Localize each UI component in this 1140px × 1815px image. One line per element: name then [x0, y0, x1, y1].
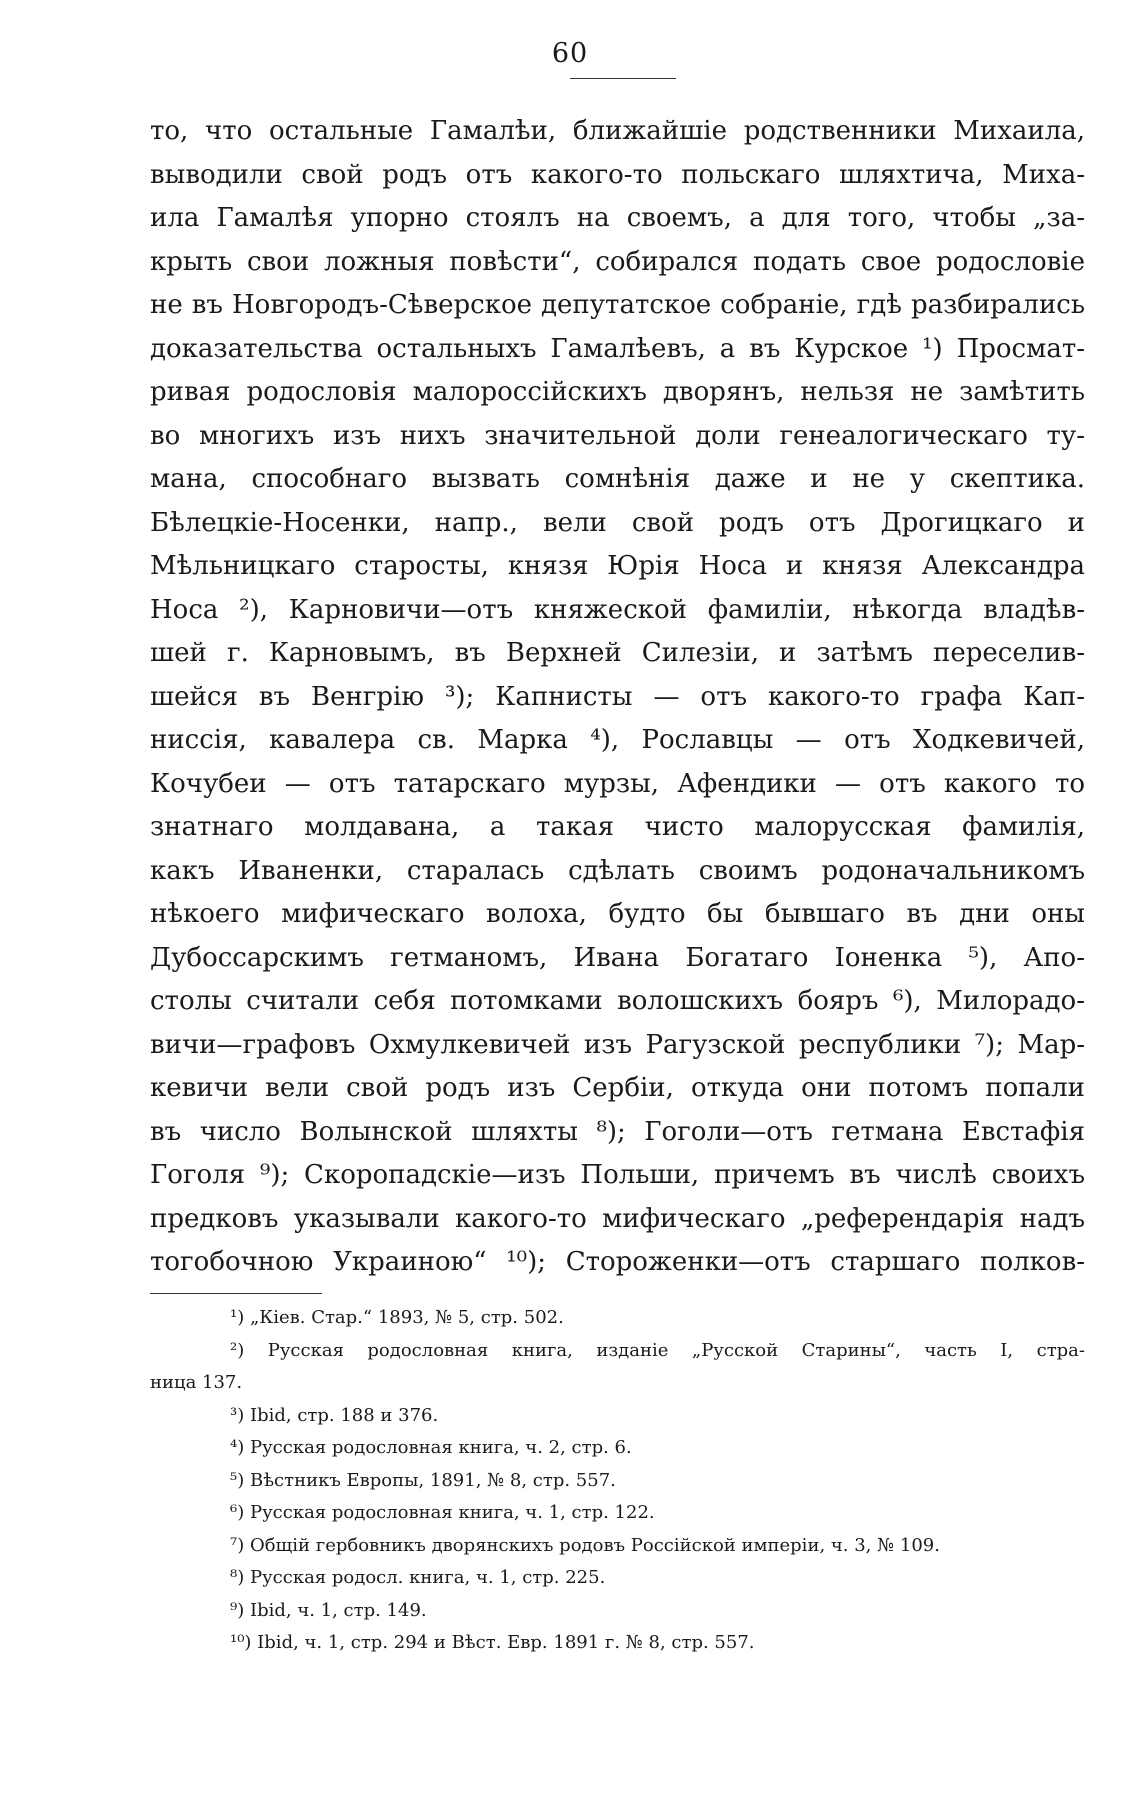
- text-line: тогобочною Украиною“ ¹⁰); Стороженки—отъ старшаго полков-: [150, 1247, 1085, 1277]
- text-line: какъ Иваненки, старалась сдѣлать своимъ родоначальникомъ: [150, 855, 1085, 886]
- footnote-continuation: ница 137.: [150, 1372, 243, 1393]
- footnote: ⁴) Русская родословная книга, ч. 2, стр. 6.: [230, 1437, 632, 1458]
- text-line: столы считали себя потомками волошскихъ бояръ ⁶), Милорадо-: [150, 986, 1085, 1016]
- text-line: ниссія, кавалера св. Марка ⁴), Рославцы — отъ Ходкевичей,: [150, 725, 1085, 755]
- text-line: шейся въ Венгрію ³); Капнисты — отъ какого-то графа Кап-: [150, 681, 1085, 712]
- text-line: ила Гамалѣя упорно стоялъ на своемъ, а для того, чтобы „за-: [150, 203, 1085, 233]
- footnote: ¹⁰) Ibid, ч. 1, стр. 294 и Вѣст. Евр. 1891 г. № 8, стр. 557.: [230, 1632, 755, 1653]
- text-line: крыть свои ложныя повѣсти“, собирался подать свое родословіе: [150, 246, 1085, 277]
- text-line: то, что остальные Гамалѣи, ближайшіе родственники Михаила,: [150, 116, 1085, 146]
- text-line: не въ Новгородъ-Сѣверское депутатское собраніе, гдѣ разбирались: [150, 290, 1085, 320]
- text-line: выводили свой родъ отъ какого-то польскаго шляхтича, Миха-: [150, 159, 1085, 190]
- text-line: Дубоссарскимъ гетманомъ, Ивана Богатаго Іоненка ⁵), Апо-: [150, 942, 1085, 973]
- text-line: нѣкоего мифическаго волоха, будто бы бывшаго въ дни оны: [150, 899, 1085, 929]
- text-line: вичи—графовъ Охмулкевичей изъ Рагузской республики ⁷); Мар-: [150, 1029, 1085, 1060]
- text-line: въ число Волынской шляхты ⁸); Гоголи—отъ гетмана Евстафія: [150, 1116, 1085, 1147]
- text-line: во многихъ изъ нихъ значительной доли генеалогическаго ту-: [150, 420, 1085, 451]
- footnotes: [150, 1302, 1085, 1660]
- footnote: ¹) „Кіев. Стар.“ 1893, № 5, стр. 502.: [230, 1307, 564, 1328]
- footnote: ³) Ibid, стр. 188 и 376.: [230, 1404, 439, 1426]
- text-line: Кочубеи — отъ татарскаго мурзы, Афендики — отъ какого то: [150, 768, 1085, 799]
- text-line: Бѣлецкіе-Носенки, напр., вели свой родъ отъ Дрогицкаго и: [150, 507, 1085, 538]
- text-line: Носа ²), Карновичи—отъ княжеской фамиліи, нѣкогда владѣв-: [150, 594, 1085, 625]
- footnote: ⁵) Вѣстникъ Европы, 1891, № 8, стр. 557.: [230, 1469, 616, 1491]
- header-rule: [570, 78, 676, 79]
- footnote: ²) Русская родословная книга, изданіе „Русской Старины“, часть I, стра-: [230, 1339, 1085, 1361]
- footnote: ⁶) Русская родословная книга, ч. 1, стр. 122.: [230, 1502, 655, 1523]
- page-number: 60: [551, 38, 589, 69]
- text-line: Гоголя ⁹); Скоропадскіе—изъ Польши, причемъ въ числѣ своихъ: [150, 1160, 1085, 1190]
- text-line: знатнаго молдавана, а такая чисто малорусская фамилія,: [150, 812, 1085, 842]
- main-text: [150, 110, 1085, 1285]
- text-line: доказательства остальныхъ Гамалѣевъ, а въ Курское ¹) Просмат-: [150, 333, 1085, 364]
- footnote-rule: [150, 1293, 322, 1294]
- footnote: ⁷) Общій гербовникъ дворянскихъ родовъ Россійской имперіи, ч. 3, № 109.: [230, 1534, 940, 1556]
- text-line: предковъ указывали какого-то мифическаго „референдарія надъ: [150, 1203, 1085, 1234]
- footnote: ⁹) Ibid, ч. 1, стр. 149.: [230, 1599, 427, 1621]
- text-line: Мѣльницкаго старосты, князя Юрія Носа и князя Александра: [150, 551, 1085, 581]
- text-line: кевичи вели свой родъ изъ Сербіи, откуда они потомъ попали: [150, 1073, 1085, 1103]
- footnote: ⁸) Русская родосл. книга, ч. 1, стр. 225.: [230, 1567, 606, 1588]
- text-line: шей г. Карновымъ, въ Верхней Силезіи, и затѣмъ переселив-: [150, 638, 1085, 668]
- text-line: ривая родословія малороссійскихъ дворянъ, нельзя не замѣтить: [150, 377, 1085, 407]
- text-line: мана, способнаго вызвать сомнѣнія даже и не у скептика.: [150, 464, 1085, 494]
